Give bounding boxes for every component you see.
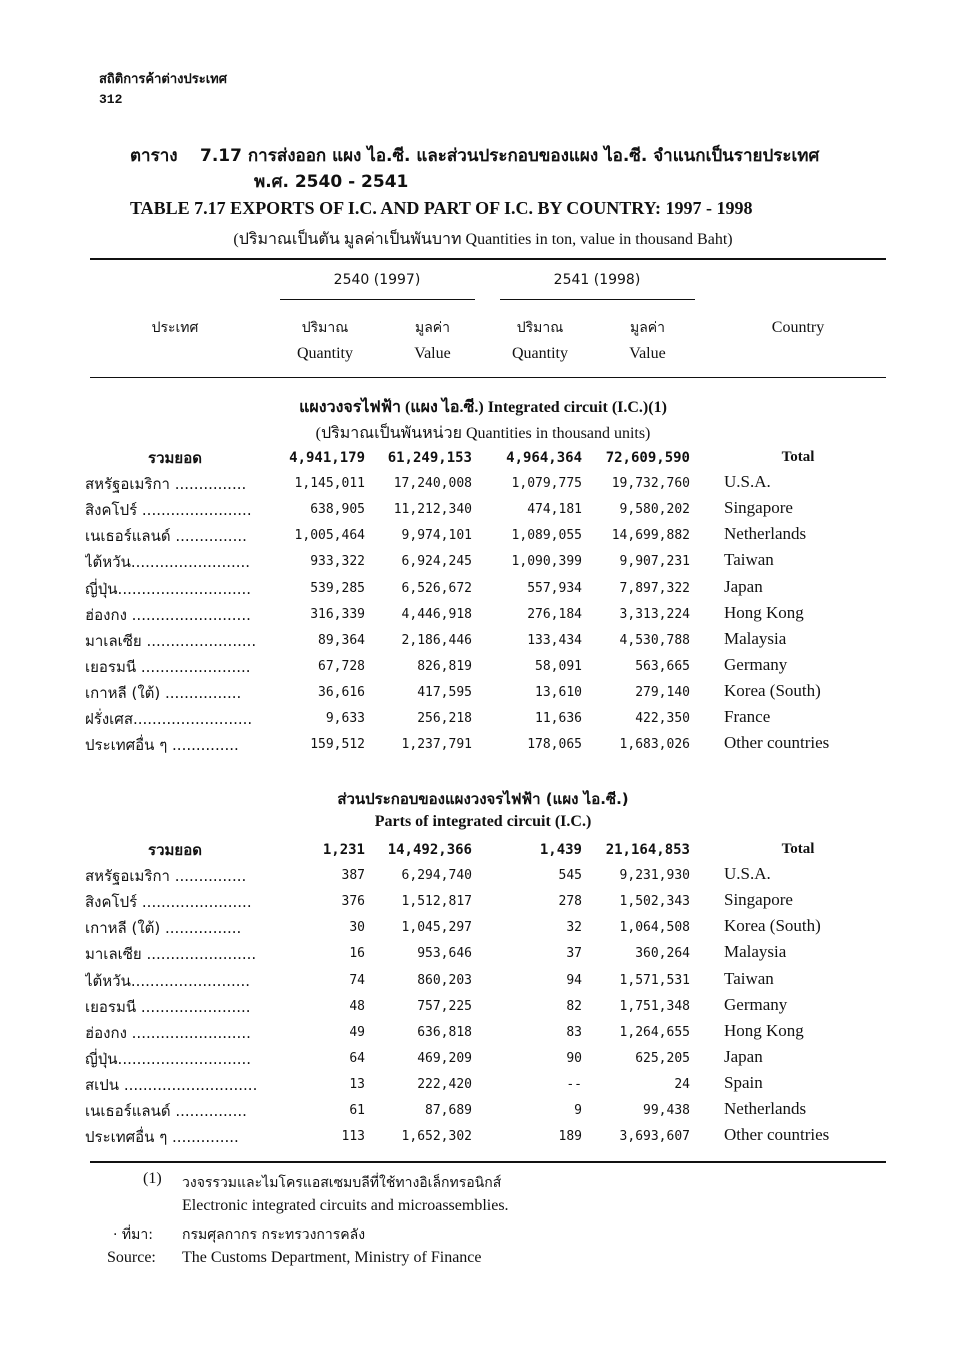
value-1997-cell: 256,218 xyxy=(417,711,472,726)
country-english-cell: Netherlands xyxy=(724,524,807,544)
quantity-1998-cell: 82 xyxy=(566,998,582,1014)
country-english-cell: Japan xyxy=(724,1046,763,1066)
value-1997-cell: 14,492,366 xyxy=(387,842,472,858)
country-english-cell: Korea (South) xyxy=(724,680,821,700)
table-row xyxy=(0,524,966,550)
country-thai-cell: ประเทศอื่น ๆ .............. xyxy=(85,1128,239,1147)
quantity-1998-cell: 9 xyxy=(574,1103,582,1118)
country-thai-cell: ฮ่องกง ......................... xyxy=(85,1023,251,1042)
country-english-cell: Malaysia xyxy=(724,628,787,648)
country-english-cell: Hong Kong xyxy=(724,1020,804,1040)
quantity-1997-cell: 638,905 xyxy=(310,502,365,518)
value-1998-cell: 1,064,508 xyxy=(619,920,690,936)
value-1998-cell: 279,140 xyxy=(635,684,690,700)
country-english-cell: Other countries xyxy=(724,1125,830,1145)
section2-title-english: Parts of integrated circuit (I.C.) xyxy=(374,813,592,830)
country-thai-cell: เยอรมนี ....................... xyxy=(85,997,251,1016)
value-1997-cell: 1,652,302 xyxy=(401,1129,472,1145)
quantity-1997-cell: 4,941,179 xyxy=(289,450,365,466)
value-1997-cell: 2,186,446 xyxy=(401,632,472,648)
quantity-1997-cell: 387 xyxy=(341,868,365,884)
table-row xyxy=(0,995,966,1021)
quantity-1997-cell: 113 xyxy=(341,1129,365,1145)
table-row xyxy=(0,916,966,942)
table-row xyxy=(0,550,966,576)
table-title-english: TABLE 7.17 EXPORTS OF I.C. AND PART OF I.C. BY COUNTRY: 1997 - 1998 xyxy=(130,198,753,218)
value-1998-cell: 422,350 xyxy=(635,711,690,726)
table-row xyxy=(0,1099,966,1125)
value-1997-cell: 87,689 xyxy=(425,1103,472,1118)
country-english-cell: Germany xyxy=(724,994,788,1014)
table-row xyxy=(0,1047,966,1073)
quantity-1997-cell: 13 xyxy=(349,1076,365,1092)
source-label-thai: · ที่มา: xyxy=(113,1227,153,1243)
country-thai-cell: มาเลเซีย ....................... xyxy=(85,945,257,964)
section1-units-note: (ปริมาณเป็นพันหน่วย Quantities in thousand units) xyxy=(315,425,651,442)
table-row xyxy=(0,577,966,603)
value-header-1997: มูลค่า Value xyxy=(414,320,451,362)
value-1998-cell: 99,438 xyxy=(643,1103,690,1118)
quantity-1997-cell: 159,512 xyxy=(310,737,365,753)
value-1998-cell: 9,580,202 xyxy=(619,502,690,518)
table-bottom-rule xyxy=(90,1161,886,1163)
table-row xyxy=(0,707,966,733)
country-thai-cell: สิงคโปร์ ....................... xyxy=(85,893,252,912)
quantity-1998-cell: 83 xyxy=(566,1024,582,1040)
country-english-cell: Total xyxy=(781,841,815,857)
quantity-1997-cell: 539,285 xyxy=(310,580,365,596)
table-title-thai-line2: พ.ศ. 2540 - 2541 xyxy=(254,172,409,192)
quantity-1998-cell: 276,184 xyxy=(527,606,582,622)
quantity-1998-cell: 32 xyxy=(566,920,582,936)
quantity-1998-cell: 1,090,399 xyxy=(511,554,582,570)
value-1997-cell: 953,646 xyxy=(417,946,472,962)
value-1998-cell: 72,609,590 xyxy=(605,450,690,466)
total-row xyxy=(0,838,966,864)
quantity-1997-cell: 49 xyxy=(349,1024,365,1040)
quantity-1997-cell: 64 xyxy=(349,1050,365,1066)
country-thai-cell: เกาหลี (ใต้) ................ xyxy=(85,683,242,702)
year-underline-1998 xyxy=(500,299,695,300)
value-1998-cell: 1,502,343 xyxy=(619,894,690,910)
value-1998-cell: 14,699,882 xyxy=(611,528,690,544)
value-1997-cell: 636,818 xyxy=(417,1024,472,1040)
quantity-1997-cell: 1,005,464 xyxy=(294,528,365,544)
value-1998-cell: 19,732,760 xyxy=(611,476,690,492)
value-1998-cell: 1,683,026 xyxy=(619,737,690,753)
page-number: 312 xyxy=(99,92,123,107)
quantity-1997-cell: 9,633 xyxy=(325,711,365,726)
table-row xyxy=(0,890,966,916)
table-row xyxy=(0,681,966,707)
value-1997-cell: 6,294,740 xyxy=(401,868,472,884)
quantity-1997-cell: 1,231 xyxy=(322,842,365,858)
value-1998-cell: 625,205 xyxy=(635,1050,690,1066)
table-title-thai-line1: 7.17 การส่งออก แผง ไอ.ซี. และส่วนประกอบของแผง ไอ.ซี. จำแนกเป็นรายประเทศ xyxy=(200,146,820,166)
quantity-1998-cell: 545 xyxy=(558,868,582,884)
country-english-cell: Malaysia xyxy=(724,942,787,962)
country-thai-cell: ฮ่องกง ......................... xyxy=(85,605,251,624)
quantity-1997-cell: 16 xyxy=(349,946,365,962)
quantity-1998-cell: -- xyxy=(566,1076,582,1092)
table-row xyxy=(0,1073,966,1099)
table-row xyxy=(0,629,966,655)
country-thai-cell: รวมยอด xyxy=(148,449,202,467)
running-head: สถิติการค้าต่างประเทศ xyxy=(99,72,227,87)
value-1997-cell: 1,237,791 xyxy=(401,737,472,753)
country-english-cell: U.S.A. xyxy=(724,472,771,492)
source-thai: กรมศุลกากร กระทรวงการคลัง xyxy=(182,1227,366,1243)
total-row xyxy=(0,446,966,472)
quantity-1997-cell: 30 xyxy=(349,920,365,936)
country-header-thai: ประเทศ xyxy=(151,320,199,336)
value-1997-cell: 469,209 xyxy=(417,1050,472,1066)
country-english-cell: Total xyxy=(781,449,815,465)
country-thai-cell: สิงคโปร์ ....................... xyxy=(85,501,252,520)
country-thai-cell: ญี่ปุ่น............................ xyxy=(85,1049,252,1068)
section1-title: แผงวงจรไฟฟ้า (แผง ไอ.ซี.) Integrated circuit (I.C.)(1) xyxy=(299,399,667,416)
footnote-thai: วงจรรวมและไมโครแอสเซมบลีที่ใช้ทางอิเล็กทรอนิกส์ xyxy=(182,1175,502,1191)
country-english-cell: France xyxy=(724,707,771,726)
table-title-thai xyxy=(130,142,819,169)
country-thai-cell: ไต้หวัน......................... xyxy=(85,971,251,990)
value-1998-cell: 1,751,348 xyxy=(619,998,690,1014)
table-row xyxy=(0,864,966,890)
quantity-1997-cell: 316,339 xyxy=(310,606,365,622)
value-1998-cell: 360,264 xyxy=(635,946,690,962)
value-1998-cell: 24 xyxy=(674,1076,690,1092)
quantity-1997-cell: 48 xyxy=(349,998,365,1014)
quantity-header-1998: ปริมาณ Quantity xyxy=(512,320,568,362)
country-english-cell: Singapore xyxy=(724,498,793,518)
country-english-cell: Netherlands xyxy=(724,1099,807,1118)
table-row xyxy=(0,498,966,524)
value-1997-cell: 757,225 xyxy=(417,998,472,1014)
table-top-rule xyxy=(90,258,886,260)
country-english-cell: U.S.A. xyxy=(724,864,771,884)
section2-title-thai: ส่วนประกอบของแผงวงจรไฟฟ้า (แผง ไอ.ซี.) xyxy=(337,790,629,808)
country-thai-cell: ญี่ปุ่น............................ xyxy=(85,579,252,598)
table-row xyxy=(0,603,966,629)
quantity-1998-cell: 474,181 xyxy=(527,502,582,518)
quantity-1998-cell: 1,079,775 xyxy=(511,476,582,492)
country-thai-cell: รวมยอด xyxy=(148,841,202,859)
country-english-cell: Korea (South) xyxy=(724,916,821,936)
value-1997-cell: 6,924,245 xyxy=(401,554,472,570)
value-1997-cell: 1,512,817 xyxy=(401,894,472,910)
table-row xyxy=(0,969,966,995)
value-1998-cell: 9,907,231 xyxy=(619,554,690,570)
value-header-1998: มูลค่า Value xyxy=(629,320,666,362)
value-1998-cell: 3,313,224 xyxy=(619,606,690,622)
quantity-1998-cell: 133,434 xyxy=(527,632,582,648)
quantity-1998-cell: 4,964,364 xyxy=(506,450,582,466)
quantity-1998-cell: 189 xyxy=(558,1129,582,1145)
quantity-1998-cell: 1,439 xyxy=(539,842,582,858)
value-1997-cell: 860,203 xyxy=(417,972,472,988)
source-english: The Customs Department, Ministry of Finance xyxy=(182,1249,482,1266)
country-thai-cell: เนเธอร์แลนด์ ............... xyxy=(85,1102,247,1120)
country-thai-cell: ประเทศอื่น ๆ .............. xyxy=(85,736,239,755)
country-thai-cell: สหรัฐอเมริกา ............... xyxy=(85,475,247,494)
quantity-1997-cell: 36,616 xyxy=(318,684,365,700)
country-header-english: Country xyxy=(771,319,825,336)
table-row xyxy=(0,1021,966,1047)
quantity-1998-cell: 1,089,055 xyxy=(511,528,582,544)
quantity-1998-cell: 278 xyxy=(558,894,582,910)
quantity-1998-cell: 90 xyxy=(566,1050,582,1066)
quantity-1998-cell: 178,065 xyxy=(527,737,582,753)
country-thai-cell: เกาหลี (ใต้) ................ xyxy=(85,919,242,938)
country-thai-cell: สเปน ............................ xyxy=(85,1075,258,1094)
country-thai-cell: ฝรั่งเศส......................... xyxy=(85,710,253,728)
country-thai-cell: เยอรมนี ....................... xyxy=(85,657,251,676)
quantity-1998-cell: 94 xyxy=(566,972,582,988)
country-english-cell: Singapore xyxy=(724,890,793,910)
quantity-1997-cell: 61 xyxy=(349,1103,365,1118)
value-1997-cell: 826,819 xyxy=(417,658,472,674)
country-english-cell: Japan xyxy=(724,576,763,596)
value-1997-cell: 1,045,297 xyxy=(401,920,472,936)
source-label-english: Source: xyxy=(107,1249,156,1266)
value-1997-cell: 417,595 xyxy=(417,684,472,700)
quantity-1998-cell: 37 xyxy=(566,946,582,962)
footnote-english: Electronic integrated circuits and microassemblies. xyxy=(182,1197,509,1214)
country-thai-cell: สหรัฐอเมริกา ............... xyxy=(85,867,247,886)
value-1998-cell: 1,571,531 xyxy=(619,972,690,988)
table-row xyxy=(0,1125,966,1151)
quantity-header-1997: ปริมาณ Quantity xyxy=(297,320,353,362)
footnote-marker: (1) xyxy=(143,1170,162,1187)
value-1998-cell: 21,164,853 xyxy=(605,842,690,858)
country-english-cell: Other countries xyxy=(724,733,830,753)
value-1998-cell: 1,264,655 xyxy=(619,1024,690,1040)
table-units-note: (ปริมาณเป็นตัน มูลค่าเป็นพันบาท Quantities in ton, value in thousand Baht) xyxy=(233,231,733,248)
value-1997-cell: 222,420 xyxy=(417,1076,472,1092)
year-underline-1997 xyxy=(280,299,475,300)
table-row xyxy=(0,733,966,759)
table-row xyxy=(0,942,966,968)
value-1997-cell: 9,974,101 xyxy=(401,528,472,544)
year-header-1998: 2541 (1998) xyxy=(553,272,641,288)
quantity-1997-cell: 67,728 xyxy=(318,658,365,674)
country-english-cell: Taiwan xyxy=(724,550,774,570)
value-1997-cell: 4,446,918 xyxy=(401,606,472,622)
country-english-cell: Taiwan xyxy=(724,968,774,988)
year-header-1997: 2540 (1997) xyxy=(333,272,421,288)
value-1998-cell: 563,665 xyxy=(635,658,690,674)
quantity-1998-cell: 13,610 xyxy=(535,684,582,700)
country-thai-cell: มาเลเซีย ....................... xyxy=(85,631,257,650)
value-1998-cell: 9,231,930 xyxy=(619,868,690,884)
quantity-1997-cell: 1,145,011 xyxy=(294,476,365,492)
value-1997-cell: 17,240,008 xyxy=(393,476,472,492)
country-thai-cell: เนเธอร์แลนด์ ............... xyxy=(85,527,247,546)
value-1998-cell: 3,693,607 xyxy=(619,1129,690,1145)
table-label-thai: ตาราง xyxy=(130,146,178,166)
value-1998-cell: 7,897,322 xyxy=(619,580,690,596)
quantity-1997-cell: 74 xyxy=(349,972,365,988)
table-row xyxy=(0,655,966,681)
value-1997-cell: 61,249,153 xyxy=(387,450,472,466)
value-1998-cell: 4,530,788 xyxy=(619,632,690,648)
country-english-cell: Germany xyxy=(724,654,788,674)
value-1997-cell: 6,526,672 xyxy=(401,580,472,596)
quantity-1997-cell: 89,364 xyxy=(318,632,365,648)
table-row xyxy=(0,472,966,498)
quantity-1998-cell: 11,636 xyxy=(535,711,582,726)
quantity-1997-cell: 933,322 xyxy=(310,554,365,570)
country-thai-cell: ไต้หวัน......................... xyxy=(85,553,251,572)
quantity-1997-cell: 376 xyxy=(341,894,365,910)
country-english-cell: Spain xyxy=(724,1072,763,1092)
country-english-cell: Hong Kong xyxy=(724,602,804,622)
header-bottom-rule xyxy=(90,377,886,378)
quantity-1998-cell: 557,934 xyxy=(527,580,582,596)
quantity-1998-cell: 58,091 xyxy=(535,658,582,674)
value-1997-cell: 11,212,340 xyxy=(393,502,472,518)
